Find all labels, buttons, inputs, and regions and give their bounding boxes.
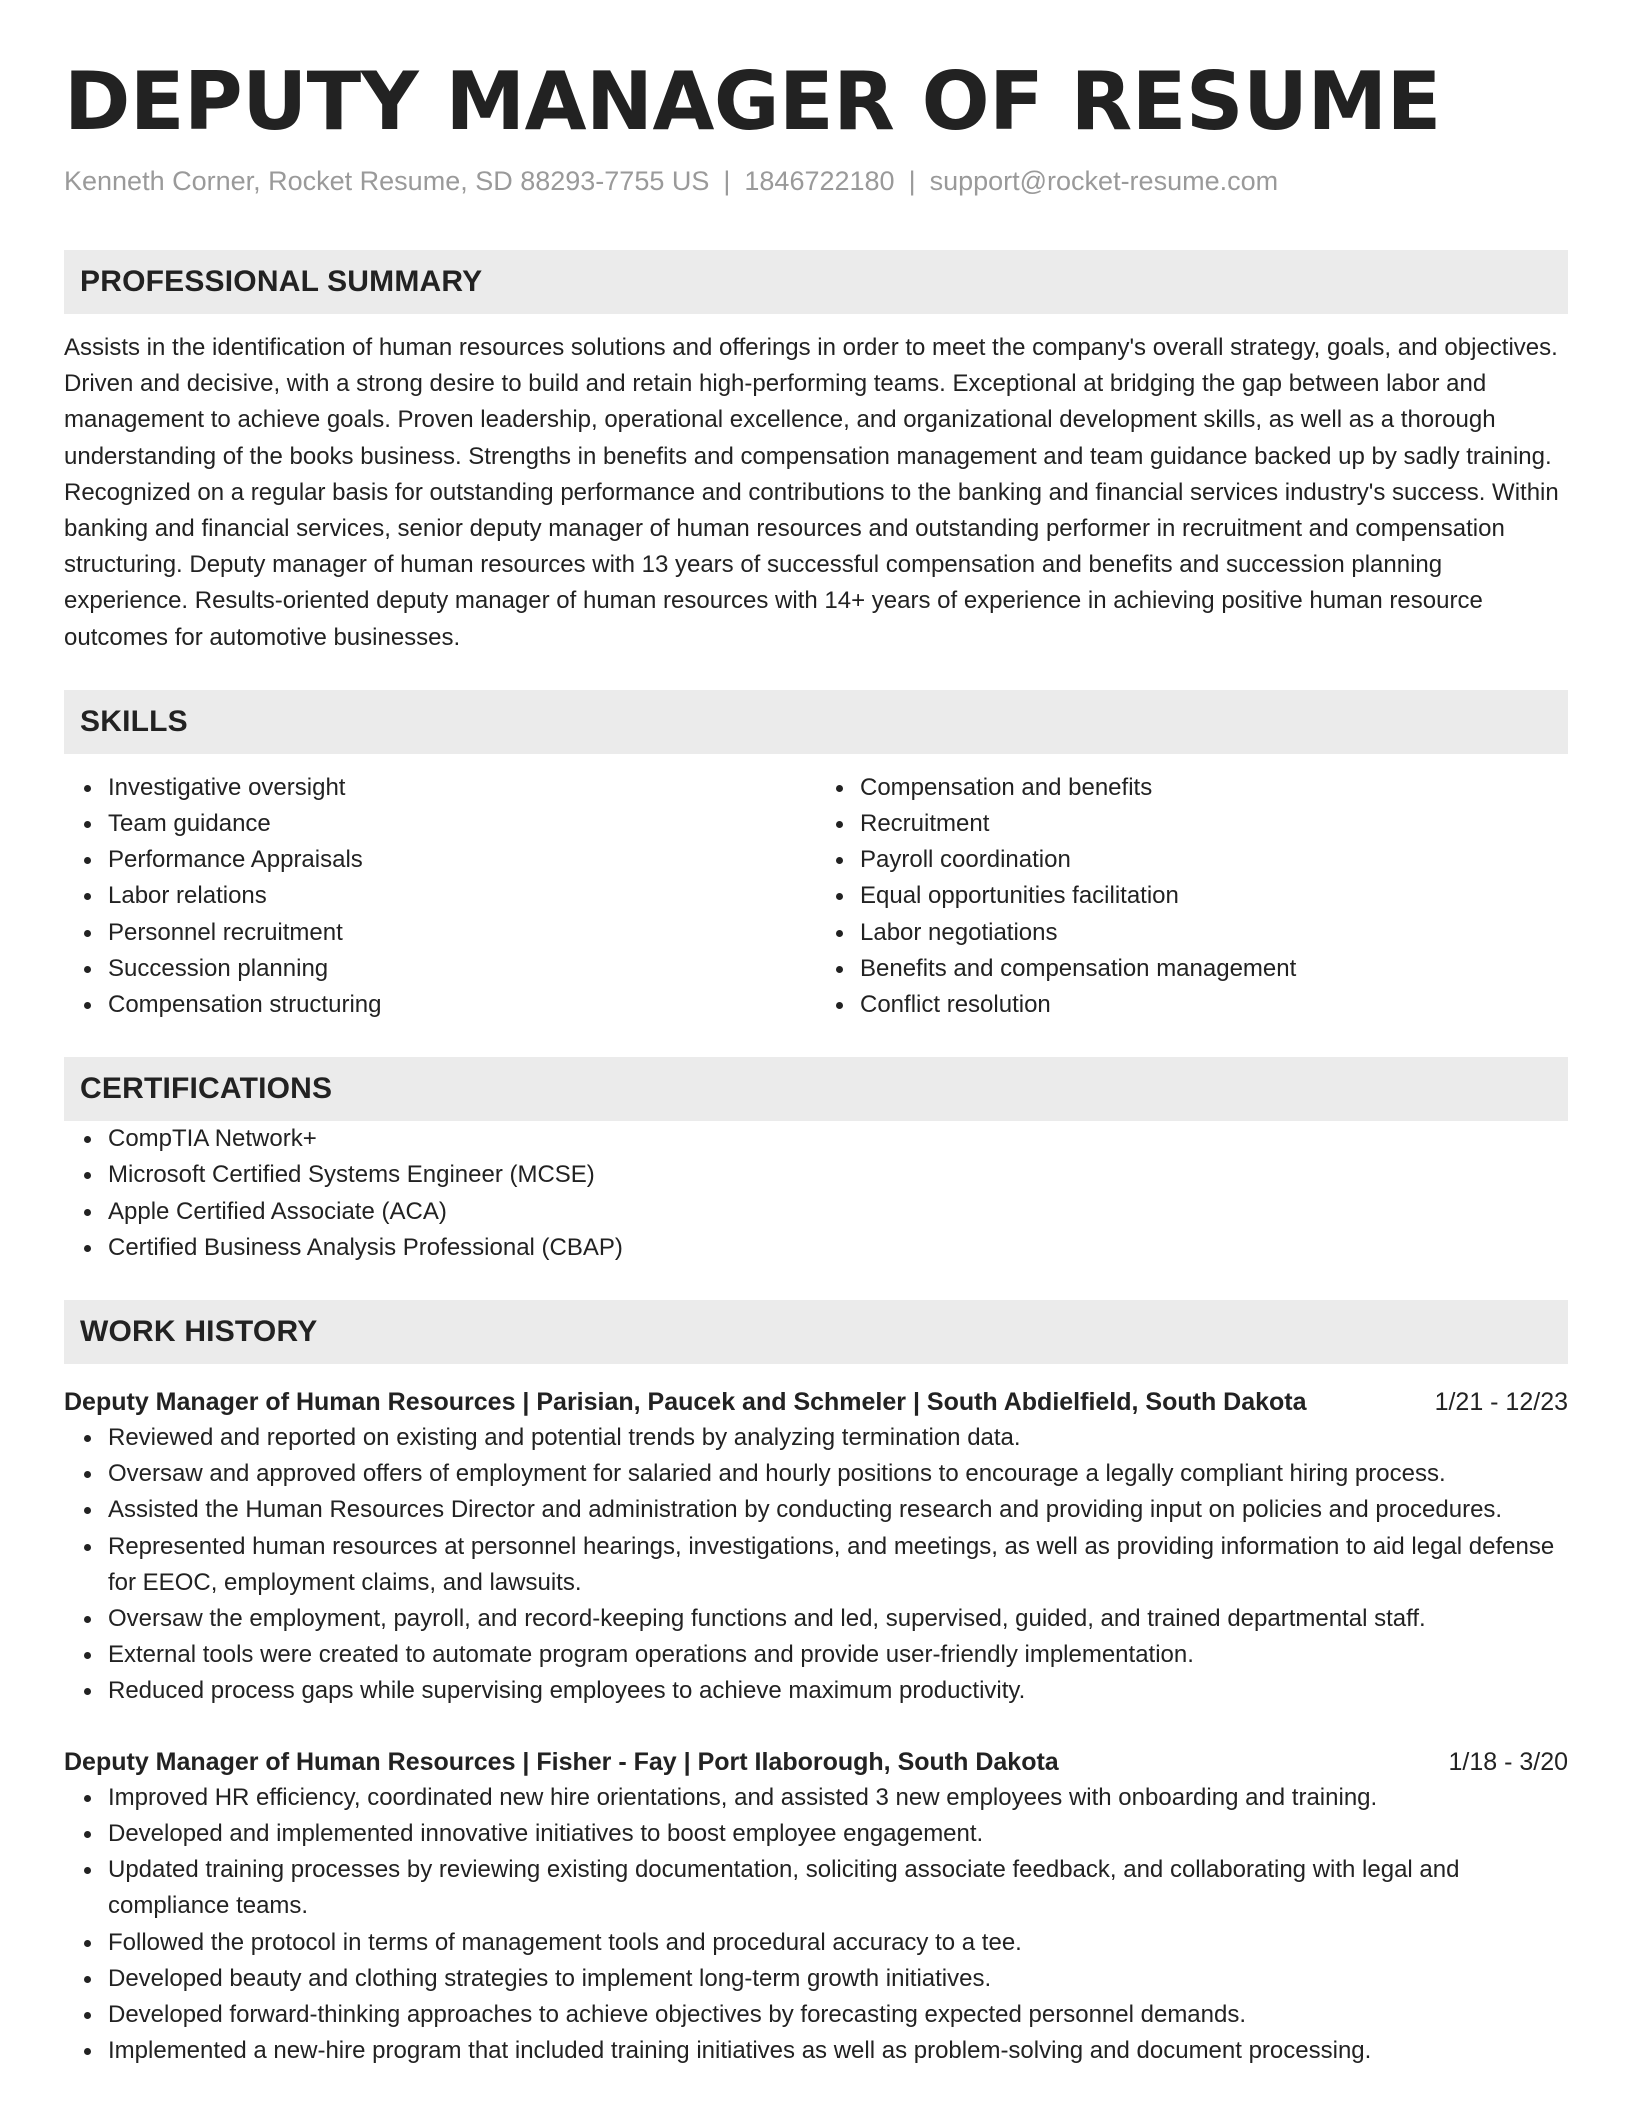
skill-item: Labor relations — [108, 878, 816, 914]
job-header — [64, 1384, 1568, 1420]
job-bullet: Implemented a new-hire program that included training initiatives as well as problem-solving and document processing. — [108, 2033, 1568, 2069]
job-bullet: Updated training processes by reviewing existing documentation, soliciting associate feedback, and collaborating with legal and compliance teams. — [108, 1852, 1568, 1924]
contact-email: support@rocket-resume.com — [929, 166, 1279, 196]
skill-item: Succession planning — [108, 951, 816, 987]
contact-phone: 1846722180 — [744, 166, 895, 196]
skill-item: Personnel recruitment — [108, 915, 816, 951]
contact-address: Kenneth Corner, Rocket Resume, SD 88293-7755 US — [64, 166, 710, 196]
skill-item: Conflict resolution — [860, 987, 1568, 1023]
skill-item: Compensation structuring — [108, 987, 816, 1023]
certifications-heading: CERTIFICATIONS — [80, 1072, 333, 1106]
skill-item: Payroll coordination — [860, 842, 1568, 878]
job-bullet-list — [64, 1780, 1568, 2070]
work-history-section-header — [64, 1300, 1568, 1364]
skill-item: Compensation and benefits — [860, 770, 1568, 806]
job-bullet: Reduced process gaps while supervising employees to achieve maximum productivity. — [108, 1673, 1568, 1709]
job-header — [64, 1744, 1568, 1780]
skills-heading: SKILLS — [80, 704, 188, 738]
job-bullet: Oversaw and approved offers of employment for salaried and hourly positions to encourage a legally compliant hiring process. — [108, 1456, 1568, 1492]
job-bullet: Improved HR efficiency, coordinated new hire orientations, and assisted 3 new employees with onboarding and training. — [108, 1780, 1568, 1816]
job-bullet: Followed the protocol in terms of management tools and procedural accuracy to a tee. — [108, 1925, 1568, 1961]
skills-column-right — [816, 770, 1568, 1023]
skill-item: Equal opportunities facilitation — [860, 878, 1568, 914]
contact-separator: | — [908, 166, 916, 196]
job-title: Deputy Manager of Human Resources | Parisian, Paucek and Schmeler | South Abdielfield, South Dakota — [64, 1388, 1307, 1417]
summary-text: Assists in the identification of human resources solutions and offerings in order to meet the company's overall strategy, goals, and objectives. Driven and decisive, with a strong desire to build and retain high-performing teams. Exceptional at bridging the gap between labor and management to achieve goals. Proven leadership, operational excellence, and organizational development skills, as well as a thorough understanding of the books business. Strengths in benefits and compensation management and team guidance backed up by sadly training. Recognized on a regular basis for outstanding performance and contributions to the banking and financial services industry's success. Within banking and financial services, senior deputy manager of human resources and outstanding performer in recruitment and compensation structuring. Deputy manager of human resources with 13 years of successful compensation and benefits and succession planning experience. Results-oriented deputy manager of human resources with 14+ years of experience in achieving positive human resource outcomes for automotive businesses. — [64, 334, 1559, 651]
skills-list — [64, 770, 1568, 1023]
job-bullet: Represented human resources at personnel hearings, investigations, and meetings, as well as providing information to aid legal defense for EEOC, employment claims, and lawsuits. — [108, 1529, 1568, 1601]
job-bullet: Reviewed and reported on existing and potential trends by analyzing termination data. — [108, 1420, 1568, 1456]
contact-line — [64, 164, 1568, 198]
job-bullet: External tools were created to automate program operations and provide user-friendly implementation. — [108, 1637, 1568, 1673]
skill-item: Team guidance — [108, 806, 816, 842]
summary-section-header — [64, 250, 1568, 314]
job-bullet-list — [64, 1420, 1568, 1710]
resume-title: DEPUTY MANAGER OF RESUME — [64, 55, 1441, 148]
certifications-section-header — [64, 1057, 1568, 1121]
job-bullet: Developed beauty and clothing strategies to implement long-term growth initiatives. — [108, 1961, 1568, 1997]
job-bullet: Assisted the Human Resources Director and administration by conducting research and providing input on policies and procedures. — [108, 1492, 1568, 1528]
skills-column-left — [64, 770, 816, 1023]
job-entry — [64, 1744, 1568, 2070]
certification-item: CompTIA Network+ — [108, 1121, 1568, 1157]
job-dates: 1/18 - 3/20 — [1448, 1747, 1568, 1776]
certification-item: Certified Business Analysis Professional (CBAP) — [108, 1230, 1568, 1266]
work-history-heading: WORK HISTORY — [80, 1315, 318, 1349]
skill-item: Recruitment — [860, 806, 1568, 842]
job-bullet: Developed forward-thinking approaches to achieve objectives by forecasting expected personnel demands. — [108, 1997, 1568, 2033]
job-title: Deputy Manager of Human Resources | Fisher - Fay | Port Ilaborough, South Dakota — [64, 1747, 1059, 1776]
job-bullet: Oversaw the employment, payroll, and record-keeping functions and led, supervised, guided, and trained departmental staff. — [108, 1601, 1568, 1637]
job-dates: 1/21 - 12/23 — [1434, 1388, 1568, 1417]
skill-item: Labor negotiations — [860, 915, 1568, 951]
certification-item: Apple Certified Associate (ACA) — [108, 1194, 1568, 1230]
contact-separator: | — [723, 166, 731, 196]
skill-item: Performance Appraisals — [108, 842, 816, 878]
certifications-list — [64, 1121, 1568, 1266]
summary-heading: PROFESSIONAL SUMMARY — [80, 265, 483, 298]
skill-item: Benefits and compensation management — [860, 951, 1568, 987]
certification-item: Microsoft Certified Systems Engineer (MCSE) — [108, 1157, 1568, 1193]
skill-item: Investigative oversight — [108, 770, 816, 806]
job-entry — [64, 1384, 1568, 1710]
skills-section-header — [64, 690, 1568, 754]
job-bullet: Developed and implemented innovative initiatives to boost employee engagement. — [108, 1816, 1568, 1852]
